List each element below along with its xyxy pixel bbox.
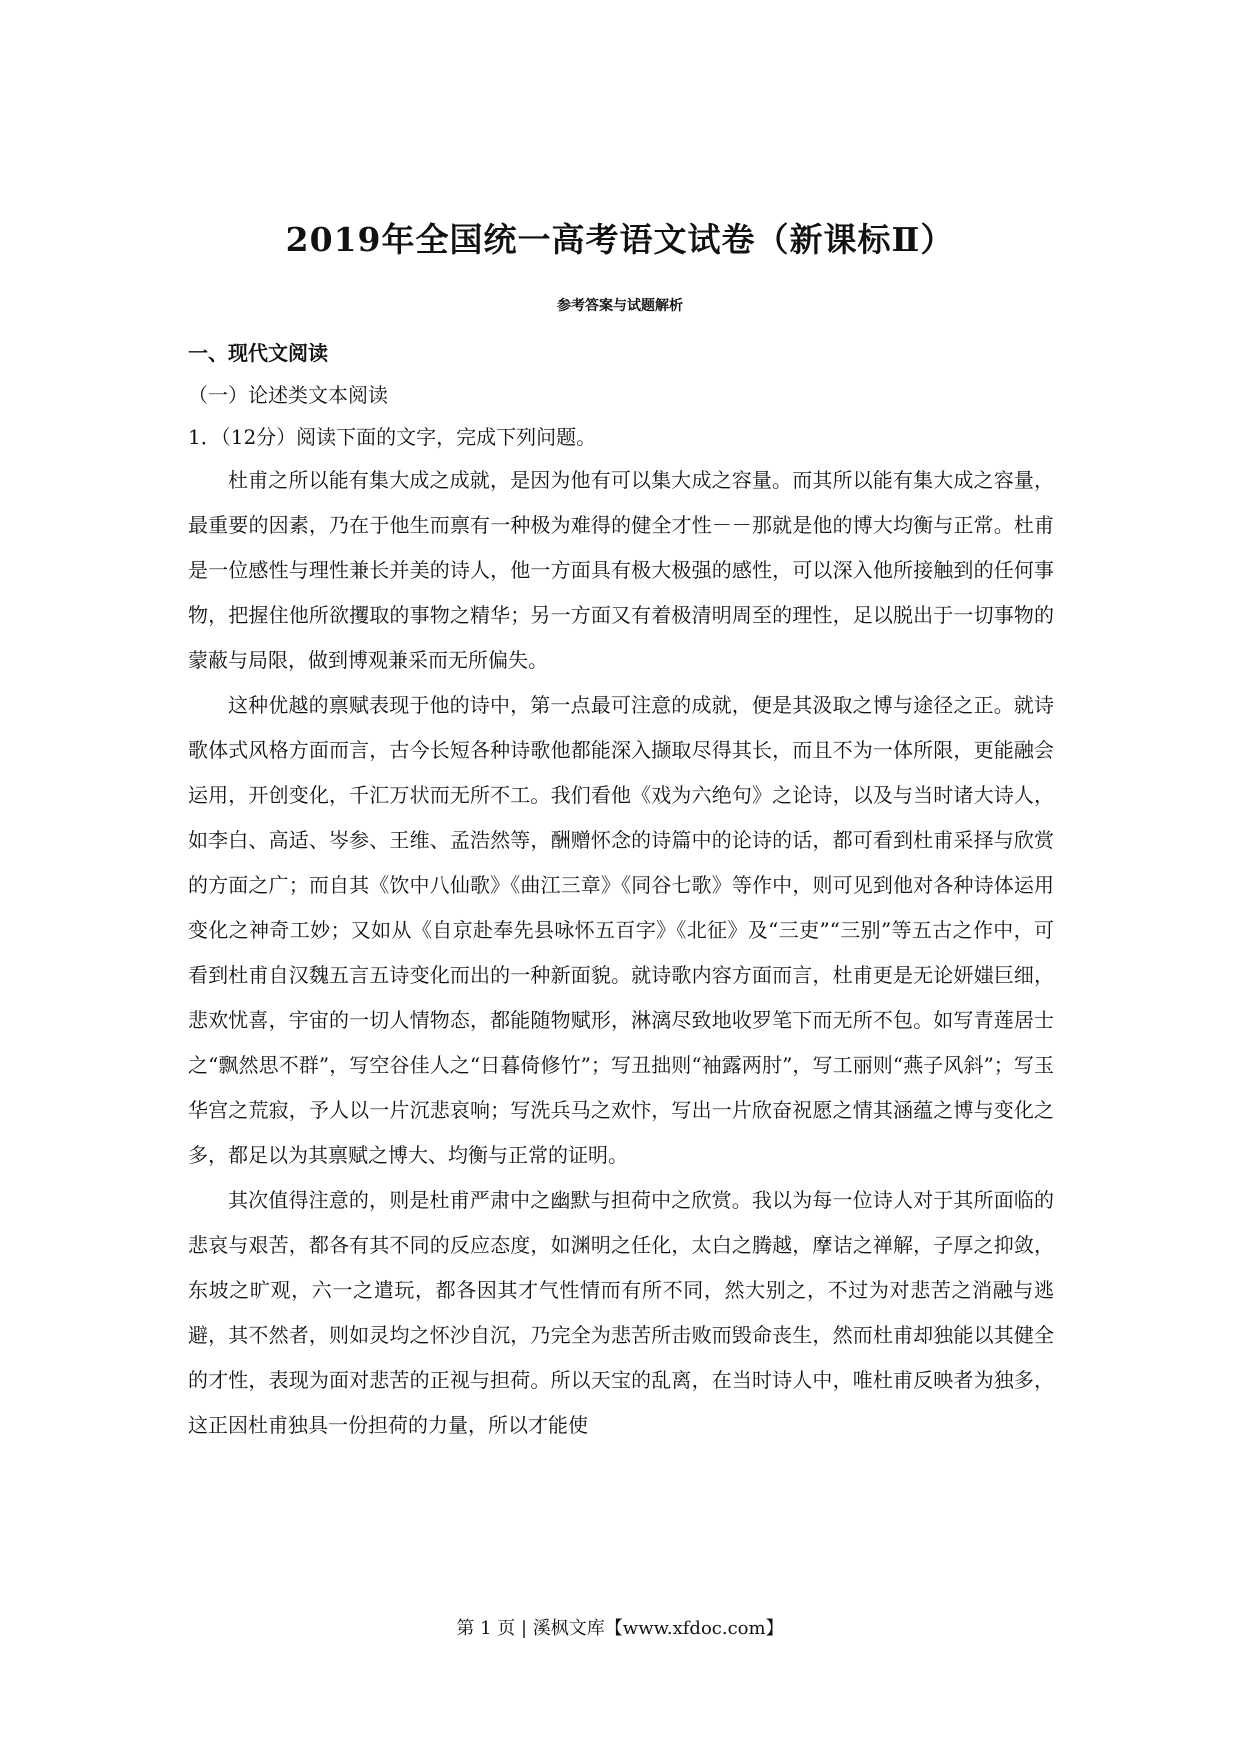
section-heading: 一、现代文阅读: [188, 341, 328, 365]
page-footer: 第 1 页 | 溪枫文库【www.xfdoc.com】: [456, 1618, 784, 1639]
question-prompt: 1．（12分）阅读下面的文字，完成下列问题。: [188, 425, 597, 449]
subsection-heading: （一）论述类文本阅读: [188, 383, 388, 407]
reading-paragraph-2: 这种优越的禀赋表现于他的诗中，第一点最可注意的成就，便是其汲取之博与途径之正。就诗歌体式风格方面而言，古今长短各种诗歌他都能深入撷取尽得其长，而且不为一体所限，更能融会运用，开创变化，千汇万状而无所不工。我们看他《戏为六绝句》之论诗，以及与当时诸大诗人，如李白、高适、岑参、王维、孟浩然等，酬赠怀念的诗篇中的论诗的话，都可看到杜甫采择与欣赏的方面之广；而自其《饮中八仙歌》《曲江三章》《同谷七歌》等作中，则可见到他对各种诗体运用变化之神奇工妙；又如从《自京赴奉先县咏怀五百字》《北征》及“三吏”“三别”等五古之作中，可看到杜甫自汉魏五言五诗变化而出的一种新面貌。就诗歌内容方面而言，杜甫更是无论妍媸巨细，悲欢忧喜，宇宙的一切人情物态，都能随物赋形，淋漓尽致地收罗笔下而无所不包。如写青莲居士之“飘然思不群”，写空谷佳人之“日暮倚修竹”；写丑拙则“袖露两肘”，写工丽则“燕子风斜”；写玉华宫之荒寂，予人以一片沉悲哀响；写洗兵马之欢忭，写出一片欣奋祝愿之情其涵蕴之博与变化之多，都足以为其禀赋之博大、均衡与正常的证明。: [188, 693, 1054, 1167]
reading-paragraph-3: 其次值得注意的，则是杜甫严肃中之幽默与担荷中之欣赏。我以为每一位诗人对于其所面临的悲哀与艰苦，都各有其不同的反应态度，如渊明之任化，太白之腾越，摩诘之禅解，子厚之抑敛，东坡之旷观，六一之遣玩，都各因其才气性情而有所不同，然大别之，不过为对悲苦之消融与逃避，其不然者，则如灵均之怀沙自沉，乃完全为悲苦所击败而毁命丧生，然而杜甫却独能以其健全的才性，表现为面对悲苦的正视与担荷。所以天宝的乱离，在当时诗人中，唯杜甫反映者为独多，这正因杜甫独具一份担荷的力量，所以才能使: [188, 1188, 1054, 1437]
document-body: [188, 332, 1054, 1448]
reading-paragraph-1: 杜甫之所以能有集大成之成就，是因为他有可以集大成之容量。而其所以能有集大成之容量，最重要的因素，乃在于他生而禀有一种极为难得的健全才性－－那就是他的博大均衡与正常。杜甫是一位感性与理性兼长并美的诗人，他一方面具有极大极强的感性，可以深入他所接触到的任何事物，把握住他所欲攫取的事物之精华；另一方面又有着极清明周至的理性，足以脱出于一切事物的蒙蔽与局限，做到博观兼采而无所偏失。: [188, 468, 1054, 672]
page-title: 2019年全国统一高考语文试卷（新课标Ⅱ）: [285, 220, 955, 259]
page-subtitle: 参考答案与试题解析: [557, 298, 683, 314]
